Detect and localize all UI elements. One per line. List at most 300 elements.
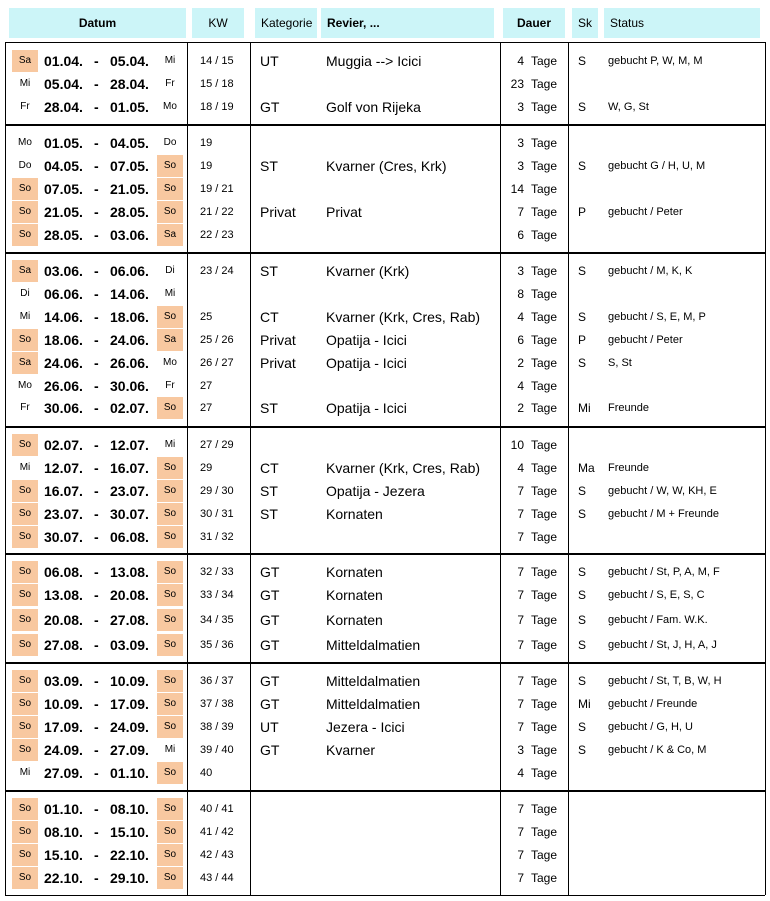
- weekday-start: Mi: [19, 311, 31, 322]
- date-from: 05.04.: [44, 76, 83, 92]
- weekday-start: So: [12, 798, 38, 820]
- calendar-week: 29 / 30: [200, 485, 234, 497]
- category: ST: [260, 263, 278, 279]
- date-dash: -: [94, 158, 99, 174]
- weekday-start: So: [12, 739, 38, 761]
- booking-status: gebucht / Peter: [608, 334, 683, 346]
- calendar-week: 23 / 24: [200, 265, 234, 277]
- duration-unit: Tage: [531, 697, 558, 711]
- booking-status: gebucht / S, E, S, C: [608, 589, 705, 601]
- calendar-week: 38 / 39: [200, 721, 234, 733]
- group-separator: [5, 662, 765, 664]
- duration-unit: Tage: [531, 613, 558, 627]
- duration-unit: Tage: [531, 205, 558, 219]
- date-from: 04.05.: [44, 158, 83, 174]
- date-dash: -: [94, 483, 99, 499]
- date-dash: -: [94, 506, 99, 522]
- weekday-start: Mi: [19, 767, 31, 778]
- duration-unit: Tage: [531, 507, 558, 521]
- duration-number: 7: [517, 871, 524, 885]
- category: Privat: [260, 332, 296, 348]
- date-dash: -: [94, 135, 99, 151]
- revier: Mitteldalmatien: [326, 696, 421, 712]
- date-from: 02.07.: [44, 437, 83, 453]
- weekday-start: Sa: [12, 352, 38, 374]
- revier: Kvarner (Krk, Cres, Rab): [326, 309, 481, 325]
- duration-number: 8: [517, 287, 524, 301]
- skipper: S: [578, 100, 587, 114]
- category: GT: [260, 612, 280, 628]
- duration-unit: Tage: [531, 638, 558, 652]
- calendar-week: 27 / 29: [200, 439, 234, 451]
- date-to: 03.09.: [110, 637, 149, 653]
- duration-unit: Tage: [531, 743, 558, 757]
- skipper: S: [578, 264, 587, 278]
- header-kw: KW: [192, 8, 244, 38]
- calendar-week: 39 / 40: [200, 744, 234, 756]
- revier: Kornaten: [326, 564, 383, 580]
- weekday-start: Mo: [18, 137, 32, 148]
- date-from: 01.04.: [44, 53, 83, 69]
- duration-number: 7: [517, 638, 524, 652]
- weekday-start: So: [12, 844, 38, 866]
- date-to: 06.06.: [110, 263, 149, 279]
- duration-unit: Tage: [531, 848, 558, 862]
- weekday-end: Mo: [163, 101, 177, 112]
- category: ST: [260, 158, 278, 174]
- calendar-week: 19 / 21: [200, 183, 234, 195]
- duration-number: 14: [510, 182, 524, 196]
- calendar-week: 26 / 27: [200, 357, 234, 369]
- date-dash: -: [94, 76, 99, 92]
- weekday-start: So: [12, 716, 38, 738]
- duration-number: 4: [517, 766, 524, 780]
- duration-unit: Tage: [531, 356, 558, 370]
- date-to: 07.05.: [110, 158, 149, 174]
- date-dash: -: [94, 719, 99, 735]
- date-dash: -: [94, 529, 99, 545]
- weekday-end: So: [157, 693, 183, 715]
- duration-unit: Tage: [531, 588, 558, 602]
- weekday-start: So: [12, 584, 38, 606]
- date-from: 24.09.: [44, 742, 83, 758]
- date-to: 24.09.: [110, 719, 149, 735]
- date-from: 14.06.: [44, 309, 83, 325]
- duration-number: 2: [517, 356, 524, 370]
- date-to: 01.05.: [110, 99, 149, 115]
- calendar-week: 31 / 32: [200, 531, 234, 543]
- weekday-end: So: [157, 178, 183, 200]
- date-to: 04.05.: [110, 135, 149, 151]
- weekday-start: Sa: [12, 50, 38, 72]
- calendar-week: 14 / 15: [200, 55, 234, 67]
- group-separator: [5, 426, 765, 428]
- date-to: 05.04.: [110, 53, 149, 69]
- skipper: S: [578, 565, 587, 579]
- skipper: S: [578, 310, 587, 324]
- weekday-start: So: [12, 201, 38, 223]
- date-from: 06.08.: [44, 564, 83, 580]
- weekday-end: So: [157, 201, 183, 223]
- date-to: 30.06.: [110, 378, 149, 394]
- date-from: 15.10.: [44, 847, 83, 863]
- duration-number: 7: [517, 848, 524, 862]
- calendar-week: 25 / 26: [200, 334, 234, 346]
- date-to: 14.06.: [110, 286, 149, 302]
- duration-unit: Tage: [531, 310, 558, 324]
- date-from: 20.08.: [44, 612, 83, 628]
- date-to: 24.06.: [110, 332, 149, 348]
- weekday-start: So: [12, 224, 38, 246]
- skipper: Mi: [578, 697, 591, 711]
- duration-number: 7: [517, 565, 524, 579]
- category: GT: [260, 564, 280, 580]
- weekday-end: So: [157, 821, 183, 843]
- booking-status: gebucht / W, W, KH, E: [608, 485, 717, 497]
- date-to: 21.05.: [110, 181, 149, 197]
- weekday-start: So: [12, 670, 38, 692]
- date-from: 30.06.: [44, 400, 83, 416]
- calendar-week: 22 / 23: [200, 229, 234, 241]
- date-from: 18.06.: [44, 332, 83, 348]
- column-separator: [568, 42, 569, 895]
- date-from: 27.08.: [44, 637, 83, 653]
- revier: Opatija - Icici: [326, 332, 407, 348]
- skipper: P: [578, 205, 587, 219]
- duration-number: 3: [517, 264, 524, 278]
- duration-unit: Tage: [531, 766, 558, 780]
- date-from: 10.09.: [44, 696, 83, 712]
- booking-status: gebucht G / H, U, M: [608, 160, 706, 172]
- duration-unit: Tage: [531, 287, 558, 301]
- weekday-end: So: [157, 306, 183, 328]
- date-to: 29.10.: [110, 870, 149, 886]
- calendar-week: 37 / 38: [200, 698, 234, 710]
- calendar-week: 40: [200, 767, 213, 779]
- skipper: Ma: [578, 461, 595, 475]
- booking-status: gebucht / Freunde: [608, 698, 698, 710]
- date-from: 01.05.: [44, 135, 83, 151]
- weekday-start: So: [12, 503, 38, 525]
- booking-status: gebucht / S, E, M, P: [608, 311, 706, 323]
- weekday-end: So: [157, 609, 183, 631]
- date-dash: -: [94, 460, 99, 476]
- revier: Kvarner: [326, 742, 376, 758]
- duration-unit: Tage: [531, 530, 558, 544]
- weekday-start: So: [12, 526, 38, 548]
- weekday-start: Mi: [19, 462, 31, 473]
- duration-unit: Tage: [531, 802, 558, 816]
- calendar-week: 19: [200, 160, 213, 172]
- revier: Opatija - Icici: [326, 355, 407, 371]
- date-dash: -: [94, 801, 99, 817]
- duration-unit: Tage: [531, 100, 558, 114]
- calendar-week: 27: [200, 402, 213, 414]
- booking-status: gebucht / M, K, K: [608, 265, 693, 277]
- date-to: 10.09.: [110, 673, 149, 689]
- weekday-start: Do: [18, 160, 32, 171]
- header-dauer: Dauer: [503, 8, 565, 38]
- date-dash: -: [94, 53, 99, 69]
- weekday-start: So: [12, 434, 38, 456]
- date-from: 17.09.: [44, 719, 83, 735]
- weekday-end: So: [157, 397, 183, 419]
- date-dash: -: [94, 263, 99, 279]
- duration-unit: Tage: [531, 484, 558, 498]
- weekday-start: Fr: [20, 402, 30, 413]
- weekday-end: So: [157, 503, 183, 525]
- date-from: 28.05.: [44, 227, 83, 243]
- revier: Kornaten: [326, 587, 383, 603]
- date-to: 01.10.: [110, 765, 149, 781]
- duration-unit: Tage: [531, 77, 558, 91]
- weekday-start: So: [12, 634, 38, 656]
- weekday-end: Do: [163, 137, 177, 148]
- duration-number: 7: [517, 507, 524, 521]
- date-to: 27.08.: [110, 612, 149, 628]
- revier: Kornaten: [326, 612, 383, 628]
- calendar-week: 43 / 44: [200, 872, 234, 884]
- duration-number: 3: [517, 159, 524, 173]
- calendar-week: 40 / 41: [200, 803, 234, 815]
- duration-number: 23: [510, 77, 524, 91]
- date-to: 28.05.: [110, 204, 149, 220]
- skipper: S: [578, 507, 587, 521]
- booking-status: gebucht / Fam. W.K.: [608, 614, 708, 626]
- duration-number: 6: [517, 333, 524, 347]
- duration-number: 7: [517, 674, 524, 688]
- duration-number: 7: [517, 613, 524, 627]
- date-to: 17.09.: [110, 696, 149, 712]
- revier: Opatija - Jezera: [326, 483, 425, 499]
- weekday-end: So: [157, 844, 183, 866]
- duration-unit: Tage: [531, 136, 558, 150]
- calendar-week: 41 / 42: [200, 826, 234, 838]
- date-to: 18.06.: [110, 309, 149, 325]
- duration-number: 2: [517, 401, 524, 415]
- category: UT: [260, 719, 279, 735]
- date-to: 08.10.: [110, 801, 149, 817]
- calendar-week: 25: [200, 311, 213, 323]
- skipper: S: [578, 356, 587, 370]
- calendar-week: 36 / 37: [200, 675, 234, 687]
- category: CT: [260, 309, 279, 325]
- duration-number: 7: [517, 720, 524, 734]
- weekday-end: Mi: [164, 288, 176, 299]
- date-dash: -: [94, 309, 99, 325]
- category: Privat: [260, 355, 296, 371]
- skipper: Mi: [578, 401, 591, 415]
- group-separator: [5, 124, 765, 126]
- booking-status: gebucht P, W, M, M: [608, 55, 703, 67]
- booking-status: gebucht / G, H, U: [608, 721, 693, 733]
- weekday-end: So: [157, 480, 183, 502]
- weekday-end: Mi: [164, 55, 176, 66]
- date-from: 28.04.: [44, 99, 83, 115]
- duration-number: 7: [517, 825, 524, 839]
- revier: Kvarner (Krk): [326, 263, 410, 279]
- duration-number: 7: [517, 205, 524, 219]
- duration-number: 4: [517, 310, 524, 324]
- skipper: S: [578, 588, 587, 602]
- date-dash: -: [94, 99, 99, 115]
- date-dash: -: [94, 400, 99, 416]
- group-separator: [5, 553, 765, 555]
- header-datum: Datum: [9, 8, 186, 38]
- date-from: 03.06.: [44, 263, 83, 279]
- skipper: S: [578, 720, 587, 734]
- weekday-end: Fr: [165, 380, 175, 391]
- group-separator: [5, 895, 765, 896]
- column-separator: [5, 42, 6, 895]
- calendar-week: 30 / 31: [200, 508, 234, 520]
- category: GT: [260, 696, 280, 712]
- date-dash: -: [94, 612, 99, 628]
- booking-status: gebucht / K & Co, M: [608, 744, 707, 756]
- calendar-week: 15 / 18: [200, 78, 234, 90]
- weekday-end: So: [157, 155, 183, 177]
- revier: Privat: [326, 204, 362, 220]
- date-to: 23.07.: [110, 483, 149, 499]
- duration-unit: Tage: [531, 401, 558, 415]
- revier: Golf von Rijeka: [326, 99, 421, 115]
- weekday-end: So: [157, 867, 183, 889]
- date-to: 22.10.: [110, 847, 149, 863]
- date-dash: -: [94, 847, 99, 863]
- calendar-week: 29: [200, 462, 213, 474]
- weekday-start: Di: [20, 288, 30, 299]
- header-kategorie: Kategorie: [255, 8, 317, 38]
- revier: Mitteldalmatien: [326, 673, 421, 689]
- duration-unit: Tage: [531, 333, 558, 347]
- duration-number: 3: [517, 743, 524, 757]
- duration-number: 7: [517, 484, 524, 498]
- date-to: 16.07.: [110, 460, 149, 476]
- calendar-week: 32 / 33: [200, 566, 234, 578]
- booking-status: gebucht / St, P, A, M, F: [608, 566, 720, 578]
- duration-number: 3: [517, 136, 524, 150]
- column-separator: [187, 42, 188, 895]
- revier: Kvarner (Cres, Krk): [326, 158, 447, 174]
- skipper: S: [578, 674, 587, 688]
- date-dash: -: [94, 378, 99, 394]
- weekday-end: Sa: [157, 329, 183, 351]
- duration-unit: Tage: [531, 438, 558, 452]
- weekday-end: So: [157, 670, 183, 692]
- date-to: 26.06.: [110, 355, 149, 371]
- calendar-week: 35 / 36: [200, 639, 234, 651]
- revier: Mitteldalmatien: [326, 637, 421, 653]
- date-dash: -: [94, 637, 99, 653]
- weekday-start: So: [12, 609, 38, 631]
- weekday-end: So: [157, 457, 183, 479]
- revier: Jezera - Icici: [326, 719, 405, 735]
- date-to: 30.07.: [110, 506, 149, 522]
- weekday-start: So: [12, 867, 38, 889]
- date-from: 08.10.: [44, 824, 83, 840]
- column-separator: [500, 42, 501, 895]
- weekday-start: So: [12, 693, 38, 715]
- weekday-end: So: [157, 584, 183, 606]
- date-dash: -: [94, 673, 99, 689]
- date-to: 02.07.: [110, 400, 149, 416]
- weekday-end: So: [157, 798, 183, 820]
- category: UT: [260, 53, 279, 69]
- date-from: 13.08.: [44, 587, 83, 603]
- date-to: 28.04.: [110, 76, 149, 92]
- calendar-week: 19: [200, 137, 213, 149]
- weekday-end: So: [157, 561, 183, 583]
- duration-unit: Tage: [531, 565, 558, 579]
- weekday-start: So: [12, 329, 38, 351]
- header-sk: Sk: [572, 8, 598, 38]
- weekday-end: So: [157, 526, 183, 548]
- booking-status: gebucht / St, J, H, A, J: [608, 639, 717, 651]
- date-dash: -: [94, 742, 99, 758]
- booking-status: S, St: [608, 357, 632, 369]
- category: GT: [260, 637, 280, 653]
- duration-number: 7: [517, 697, 524, 711]
- date-dash: -: [94, 204, 99, 220]
- weekday-end: Mi: [164, 439, 176, 450]
- group-separator: [5, 252, 765, 254]
- date-from: 23.07.: [44, 506, 83, 522]
- date-dash: -: [94, 587, 99, 603]
- date-from: 22.10.: [44, 870, 83, 886]
- skipper: S: [578, 613, 587, 627]
- date-dash: -: [94, 824, 99, 840]
- weekday-end: Sa: [157, 224, 183, 246]
- category: Privat: [260, 204, 296, 220]
- date-dash: -: [94, 181, 99, 197]
- date-dash: -: [94, 227, 99, 243]
- date-dash: -: [94, 696, 99, 712]
- date-from: 21.05.: [44, 204, 83, 220]
- date-dash: -: [94, 355, 99, 371]
- date-dash: -: [94, 564, 99, 580]
- revier: Opatija - Icici: [326, 400, 407, 416]
- duration-unit: Tage: [531, 461, 558, 475]
- duration-unit: Tage: [531, 379, 558, 393]
- weekday-start: So: [12, 178, 38, 200]
- weekday-end: Di: [165, 265, 175, 276]
- date-to: 12.07.: [110, 437, 149, 453]
- booking-status: Freunde: [608, 402, 649, 414]
- booking-status: gebucht / St, T, B, W, H: [608, 675, 722, 687]
- duration-unit: Tage: [531, 182, 558, 196]
- revier: Kornaten: [326, 506, 383, 522]
- weekday-start: Sa: [12, 260, 38, 282]
- duration-number: 4: [517, 461, 524, 475]
- weekday-start: Fr: [20, 101, 30, 112]
- date-dash: -: [94, 765, 99, 781]
- calendar-week: 34 / 35: [200, 614, 234, 626]
- skipper: S: [578, 159, 587, 173]
- header-status: Status: [604, 8, 760, 38]
- date-from: 01.10.: [44, 801, 83, 817]
- duration-number: 7: [517, 530, 524, 544]
- date-from: 16.07.: [44, 483, 83, 499]
- duration-unit: Tage: [531, 264, 558, 278]
- header-revier: Revier, ...: [321, 8, 494, 38]
- weekday-start: So: [12, 821, 38, 843]
- weekday-start: Mi: [19, 78, 31, 89]
- weekday-start: So: [12, 480, 38, 502]
- calendar-week: 42 / 43: [200, 849, 234, 861]
- duration-unit: Tage: [531, 159, 558, 173]
- date-from: 24.06.: [44, 355, 83, 371]
- calendar-week: 21 / 22: [200, 206, 234, 218]
